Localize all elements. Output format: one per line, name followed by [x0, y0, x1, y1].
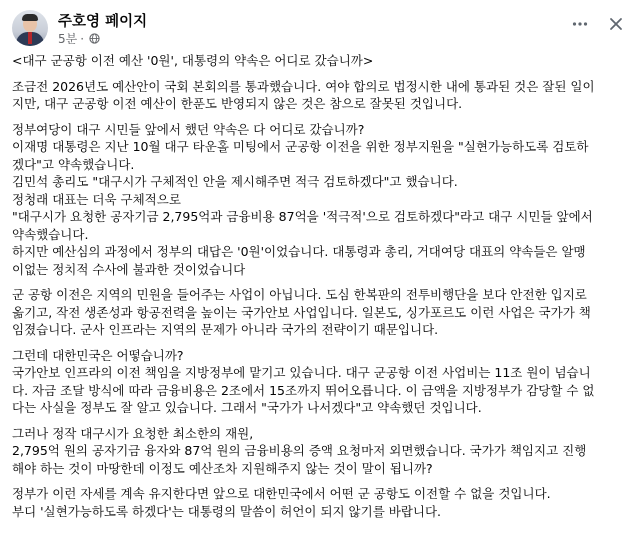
- post-text-line: 부디 '실현가능하도록 하겠다'는 대통령의 말씀이 허언이 되지 않기를 바랍니다.: [12, 503, 442, 519]
- post-header: [12, 10, 628, 46]
- post-text-line: 이없는 정치적 수사에 불과한 것이었습니다: [12, 261, 246, 277]
- post-time[interactable]: 5분: [58, 32, 78, 46]
- globe-icon: [89, 33, 100, 44]
- post-text-line: 국가안보 인프라의 이전 책임을 지방정부에 맡기고 있습니다. 대구 군공항 이전 사업비는 11조 원이 넘습니: [12, 365, 591, 380]
- post-text-line: 지만, 대구 군공항 이전 예산이 한푼도 반영되지 않은 것은 참으로 잘못된 것입니다.: [12, 96, 463, 111]
- post-text-line: 해야 하는 것이 마땅한데 이정도 예산조차 지원해주지 않는 것이 말이 됩니까?: [12, 460, 433, 476]
- more-horizontal-icon: [571, 15, 589, 33]
- post-text-line: 김민석 총리도 "대구시가 구체적인 안을 제시해주면 적극 검토하겠다"고 했습니다.: [12, 174, 458, 189]
- post-text-line: 정부가 이런 자세를 계속 유지한다면 앞으로 대한민국에서 어떤 군 공항도 이전할 수 없을 것입니다.: [12, 486, 551, 501]
- post-paragraph: [12, 121, 628, 279]
- post-paragraph: [12, 52, 628, 70]
- post-text-line: 다. 자금 조달 방식에 따라 금융비용은 2조에서 15조까지 뛰어오릅니다. 이 금액을 지방정부가 감당할 수 없: [12, 382, 595, 398]
- post-text-line: 2,795억 원의 공자기금 융자와 87억 원의 금융비용의 증액 요청마저 외면했습니다. 국가가 책임지고 진행: [12, 443, 587, 458]
- header-actions: [568, 12, 628, 36]
- post-text-line: "대구시가 요청한 공자기금 2,795억과 금융비용 87억을 '적극적'으로 검토하겠다"라고 대구 시민들 앞에서: [12, 209, 593, 224]
- post-paragraph: [12, 347, 628, 417]
- more-options-button[interactable]: [568, 12, 592, 36]
- post-text-line: <대구 군공항 이전 예산 '0원', 대통령의 약속은 어디로 갔습니까>: [12, 53, 374, 68]
- post-meta: [58, 30, 100, 47]
- post-text-line: 약속했습니다.: [12, 226, 89, 242]
- post-text-line: 군 공항 이전은 지역의 민원을 들어주는 사업이 아닙니다. 도심 한복판의 전투비행단을 보다 안전한 입지로: [12, 287, 587, 302]
- post-text-line: 조금전 2026년도 예산안이 국회 본회의를 통과했습니다. 여야 합의로 법정시한 내에 통과된 것은 잘된 일이: [12, 78, 595, 94]
- post-text-line: 정청래 대표는 더욱 구체적으로: [12, 191, 181, 207]
- page-name-link[interactable]: 주호영 페이지: [58, 14, 148, 30]
- post-paragraph: [12, 425, 628, 478]
- post-text-line: 다는 사실을 정부도 잘 알고 있습니다. 그래서 "국가가 나서겠다"고 약속했던 것입니다.: [12, 400, 482, 415]
- avatar-tie: [28, 32, 32, 44]
- avatar-hair: [22, 14, 38, 21]
- post-text-line: 이재명 대통령은 지난 10월 대구 타운홀 미팅에서 군공항 이전을 위한 정부지원을 "실현가능하도록 검토하: [12, 139, 589, 154]
- avatar[interactable]: [12, 10, 48, 46]
- post-paragraph: [12, 485, 628, 520]
- close-button[interactable]: [604, 12, 628, 36]
- post-text-line: 임졌습니다. 군사 인프라는 지역의 문제가 아니라 국가의 전략이기 때문입니다.: [12, 322, 439, 337]
- post-text-line: 정부여당이 대구 시민들 앞에서 했던 약속은 다 어디로 갔습니까?: [12, 121, 365, 137]
- close-icon: [608, 16, 624, 32]
- post-text-line: 하지만 예산심의 과정에서 정부의 대답은 '0원'이었습니다. 대통령과 총리, 거대여당 대표의 약속들은 알맹: [12, 244, 586, 259]
- post-text-line: 겠다"고 약속했습니다.: [12, 156, 135, 172]
- post-paragraph: [12, 78, 628, 113]
- meta-separator: ·: [80, 31, 85, 46]
- post-text-line: 그런데 대한민국은 어떻습니까?: [12, 347, 184, 363]
- post-paragraph: [12, 286, 628, 339]
- post-text-line: 그러나 정작 대구시가 요청한 최소한의 재원,: [12, 425, 254, 441]
- post-body: [12, 52, 628, 528]
- post-text-line: 옮기고, 작전 생존성과 항공전력을 높이는 국가안보 사업입니다. 일본도, 싱가포르도 이런 사업은 국가가 책: [12, 304, 591, 320]
